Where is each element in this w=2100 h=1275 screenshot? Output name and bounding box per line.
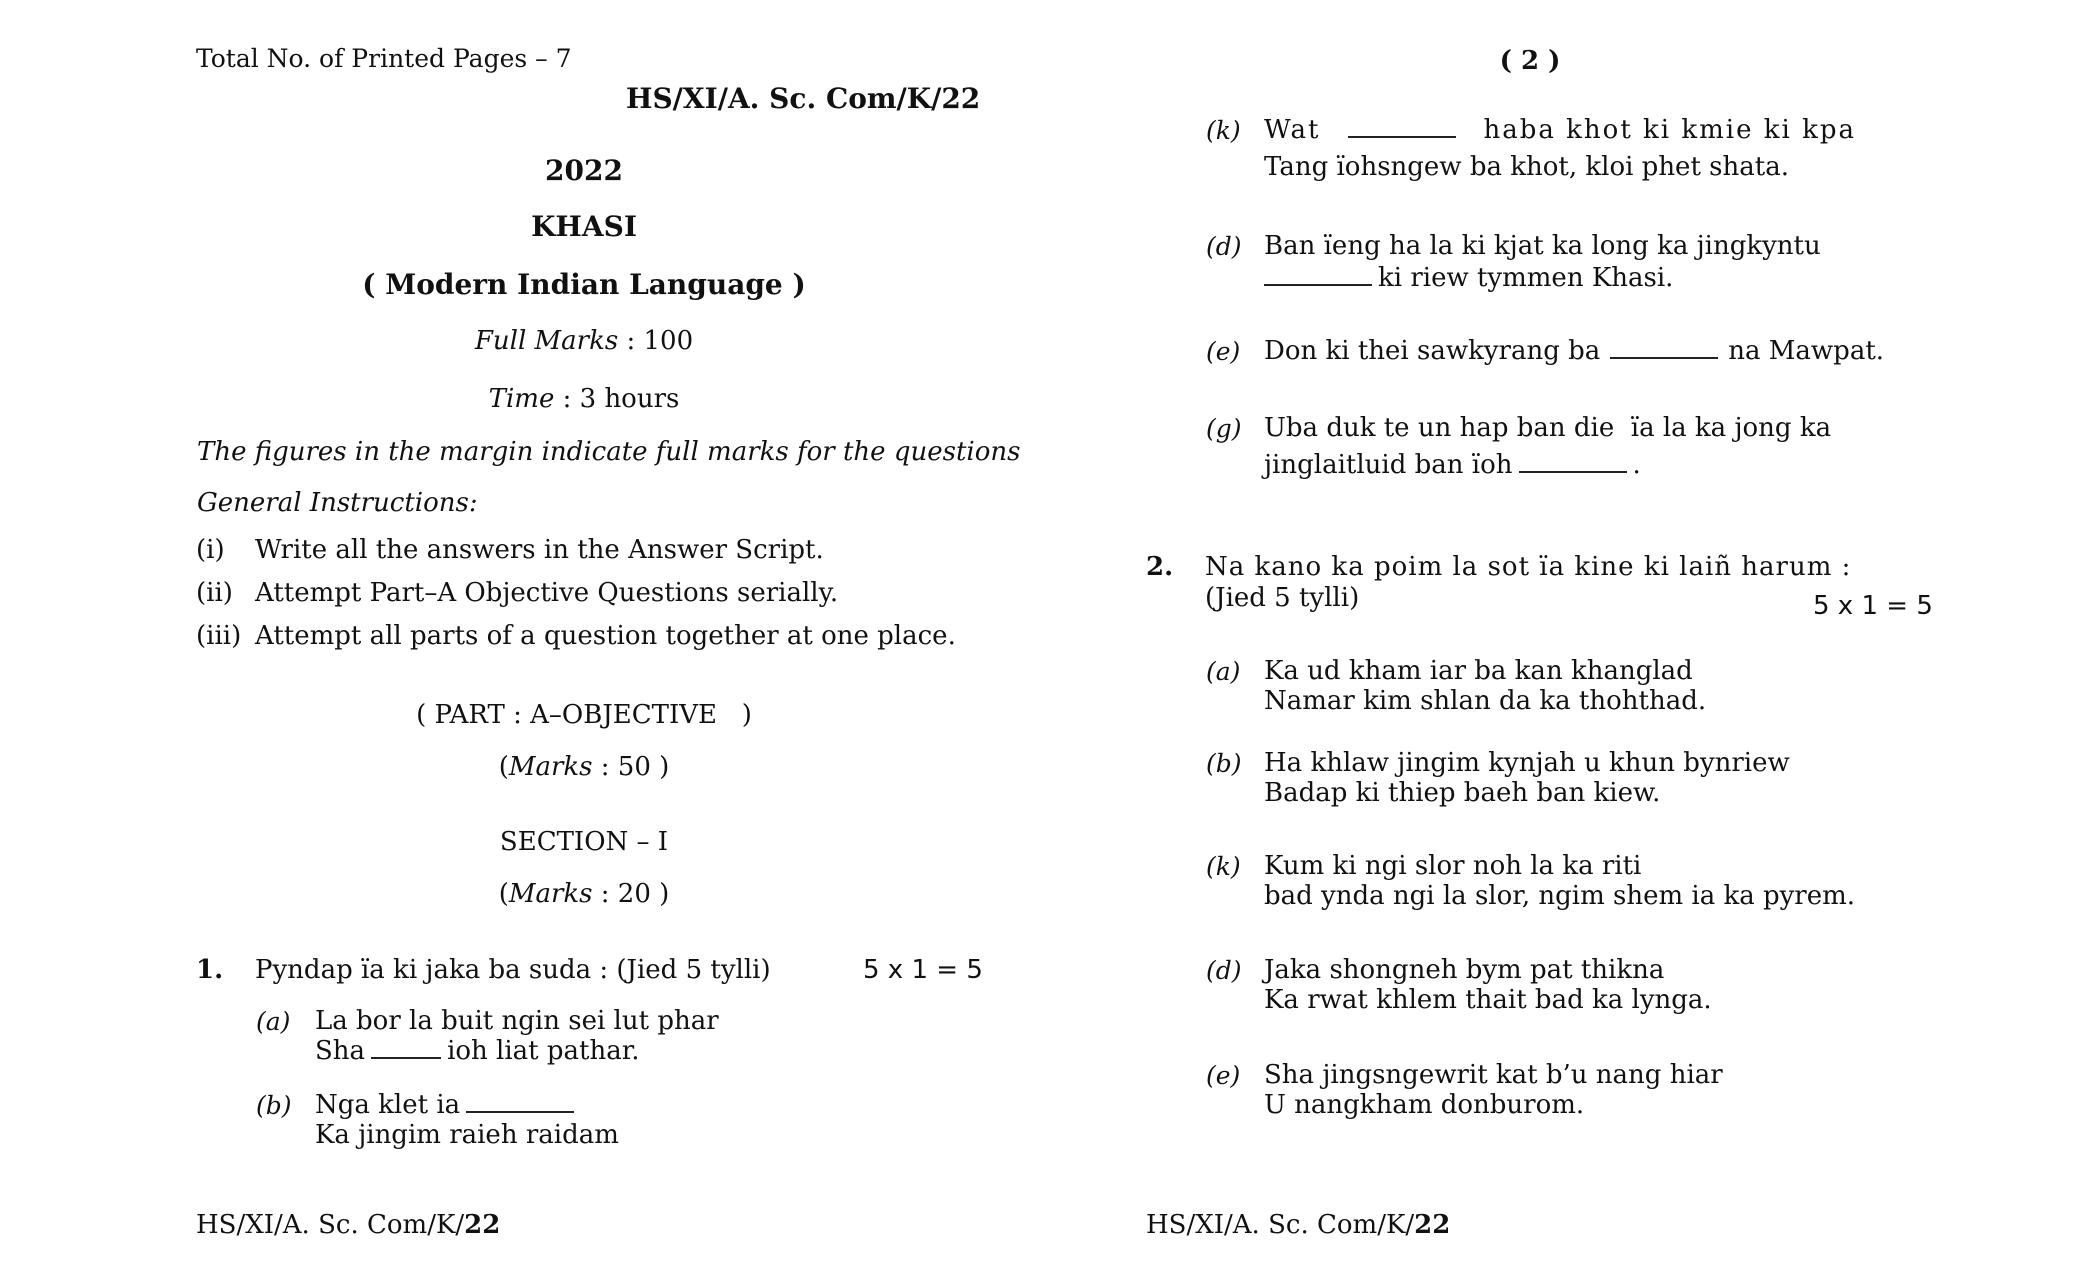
item-text: Sha <box>315 1036 366 1066</box>
exam-year: 2022 <box>545 154 623 187</box>
item-line: Tang ïohsngew ba khot, kloi phet shata. <box>1264 152 1789 182</box>
item-label: (d) <box>1206 232 1242 261</box>
part-marks-label: Marks <box>508 752 593 782</box>
subject-title: KHASI <box>531 210 637 243</box>
margin-note: The figures in the margin indicate full marks for the questions <box>197 437 1021 467</box>
item-text: Don ki thei sawkyrang ba <box>1264 336 1601 366</box>
poem-label: (k) <box>1206 852 1241 881</box>
fill-blank <box>1348 135 1456 138</box>
item-label: (b) <box>256 1091 292 1120</box>
item-line-with-blank <box>1264 115 1856 145</box>
item-line: Ka jingim raieh raidam <box>315 1120 619 1150</box>
fill-blank <box>1610 356 1718 359</box>
full-marks <box>384 326 784 356</box>
full-marks-value: : 100 <box>626 326 694 356</box>
footer-number: 22 <box>464 1210 501 1240</box>
poem-line: Ha khlaw jingim kynjah u khun bynriew <box>1264 748 1790 778</box>
instruction-num: (ii) <box>196 578 233 608</box>
instruction-text: Attempt all parts of a question together at one place. <box>255 621 956 651</box>
item-line-with-blank <box>1264 450 1641 480</box>
question-marks: 5 x 1 = 5 <box>863 955 983 985</box>
full-marks-label: Full Marks <box>474 326 619 356</box>
fill-blank <box>466 1110 574 1113</box>
poem-line: U nangkham donburom. <box>1264 1090 1585 1120</box>
item-line-with-blank <box>1264 263 1673 293</box>
poem-line: bad ynda ngi la slor, ngim shem ia ka pyrem. <box>1264 881 1856 911</box>
item-line: Ban ïeng ha la ki kjat ka long ka jingkyntu <box>1264 231 1821 261</box>
item-line-with-blank <box>1264 336 1884 366</box>
item-line: Uba duk te un hap ban die ïa la ka jong ka <box>1264 413 1832 443</box>
item-label: (a) <box>256 1007 291 1036</box>
poem-line: Badap ki thiep baeh ban kiew. <box>1264 778 1661 808</box>
poem-line: Ka ud kham iar ba kan khanglad <box>1264 656 1693 686</box>
item-text: Nga klet ia <box>315 1090 461 1120</box>
item-text: haba khot ki kmie ki kpa <box>1483 115 1856 145</box>
paper-code-heading: HS/XI/A. Sc. Com/K/22 <box>626 82 981 115</box>
poem-line: Ka rwat khlem thait bad ka lynga. <box>1264 985 1712 1015</box>
question-number: 1. <box>196 955 224 985</box>
part-marks-value: : 50 ) <box>600 752 670 782</box>
item-text: jinglaitluid ban ïoh <box>1264 450 1513 480</box>
question-text: Pyndap ïa ki jaka ba suda : (Jied 5 tylli) <box>255 955 771 985</box>
instruction-text: Attempt Part–A Objective Questions serially. <box>255 578 839 608</box>
part-heading: ( PART : A–OBJECTIVE ) <box>416 700 752 730</box>
fill-blank <box>1264 283 1372 286</box>
poem-label: (a) <box>1206 657 1241 686</box>
section-marks-label: Marks <box>508 879 593 909</box>
question-marks: 5 x 1 = 5 <box>1813 591 1933 621</box>
item-text: ioh liat pathar. <box>447 1036 640 1066</box>
printed-pages-note: Total No. of Printed Pages – 7 <box>196 44 572 73</box>
question-text: Na kano ka poim la sot ïa kine ki laiñ harum : <box>1205 552 1852 582</box>
section-marks-open: ( <box>498 879 509 909</box>
section-marks <box>384 879 784 909</box>
instruction-text: Write all the answers in the Answer Script. <box>255 535 824 565</box>
item-text: . <box>1632 450 1641 480</box>
poem-label: (e) <box>1206 1061 1241 1090</box>
item-text: na Mawpat. <box>1728 336 1885 366</box>
section-marks-value: : 20 ) <box>600 879 670 909</box>
poem-label: (d) <box>1206 956 1242 985</box>
poem-line: Sha jingsngewrit kat b’u nang hiar <box>1264 1060 1723 1090</box>
item-label: (k) <box>1206 116 1241 145</box>
subject-subtitle: ( Modern Indian Language ) <box>362 268 806 301</box>
part-marks <box>384 752 784 782</box>
poem-line: Namar kim shlan da ka thohthad. <box>1264 686 1707 716</box>
right-footer <box>1146 1210 1450 1240</box>
footer-code: HS/XI/A. Sc. Com/K/ <box>1146 1210 1415 1240</box>
poem-line: Jaka shongneh bym pat thikna <box>1264 955 1665 985</box>
part-marks-open: ( <box>498 752 509 782</box>
instruction-num: (i) <box>196 535 225 565</box>
fill-blank <box>371 1056 441 1059</box>
poem-label: (b) <box>1206 749 1242 778</box>
instruction-num: (iii) <box>196 621 242 651</box>
time-label: Time <box>488 384 555 414</box>
item-line: La bor la buit ngin sei lut phar <box>315 1006 719 1036</box>
item-line-with-blank <box>315 1036 640 1066</box>
time-allowed <box>384 384 784 414</box>
item-label: (g) <box>1206 414 1242 443</box>
item-line-with-blank <box>315 1090 580 1120</box>
time-value: : 3 hours <box>562 384 680 414</box>
question-subtext: (Jied 5 tylli) <box>1205 583 1360 613</box>
poem-line: Kum ki ngi slor noh la ka riti <box>1264 851 1642 881</box>
left-footer <box>196 1210 500 1240</box>
question-number: 2. <box>1146 552 1174 582</box>
item-text: Wat <box>1264 115 1321 145</box>
fill-blank <box>1519 470 1627 473</box>
item-label: (e) <box>1206 337 1241 366</box>
general-instructions-heading: General Instructions: <box>197 488 478 518</box>
page-number: ( 2 ) <box>1499 46 1561 76</box>
section-heading: SECTION – I <box>499 827 669 857</box>
footer-number: 22 <box>1414 1210 1451 1240</box>
footer-code: HS/XI/A. Sc. Com/K/ <box>196 1210 465 1240</box>
item-text: ki riew tymmen Khasi. <box>1378 263 1674 293</box>
